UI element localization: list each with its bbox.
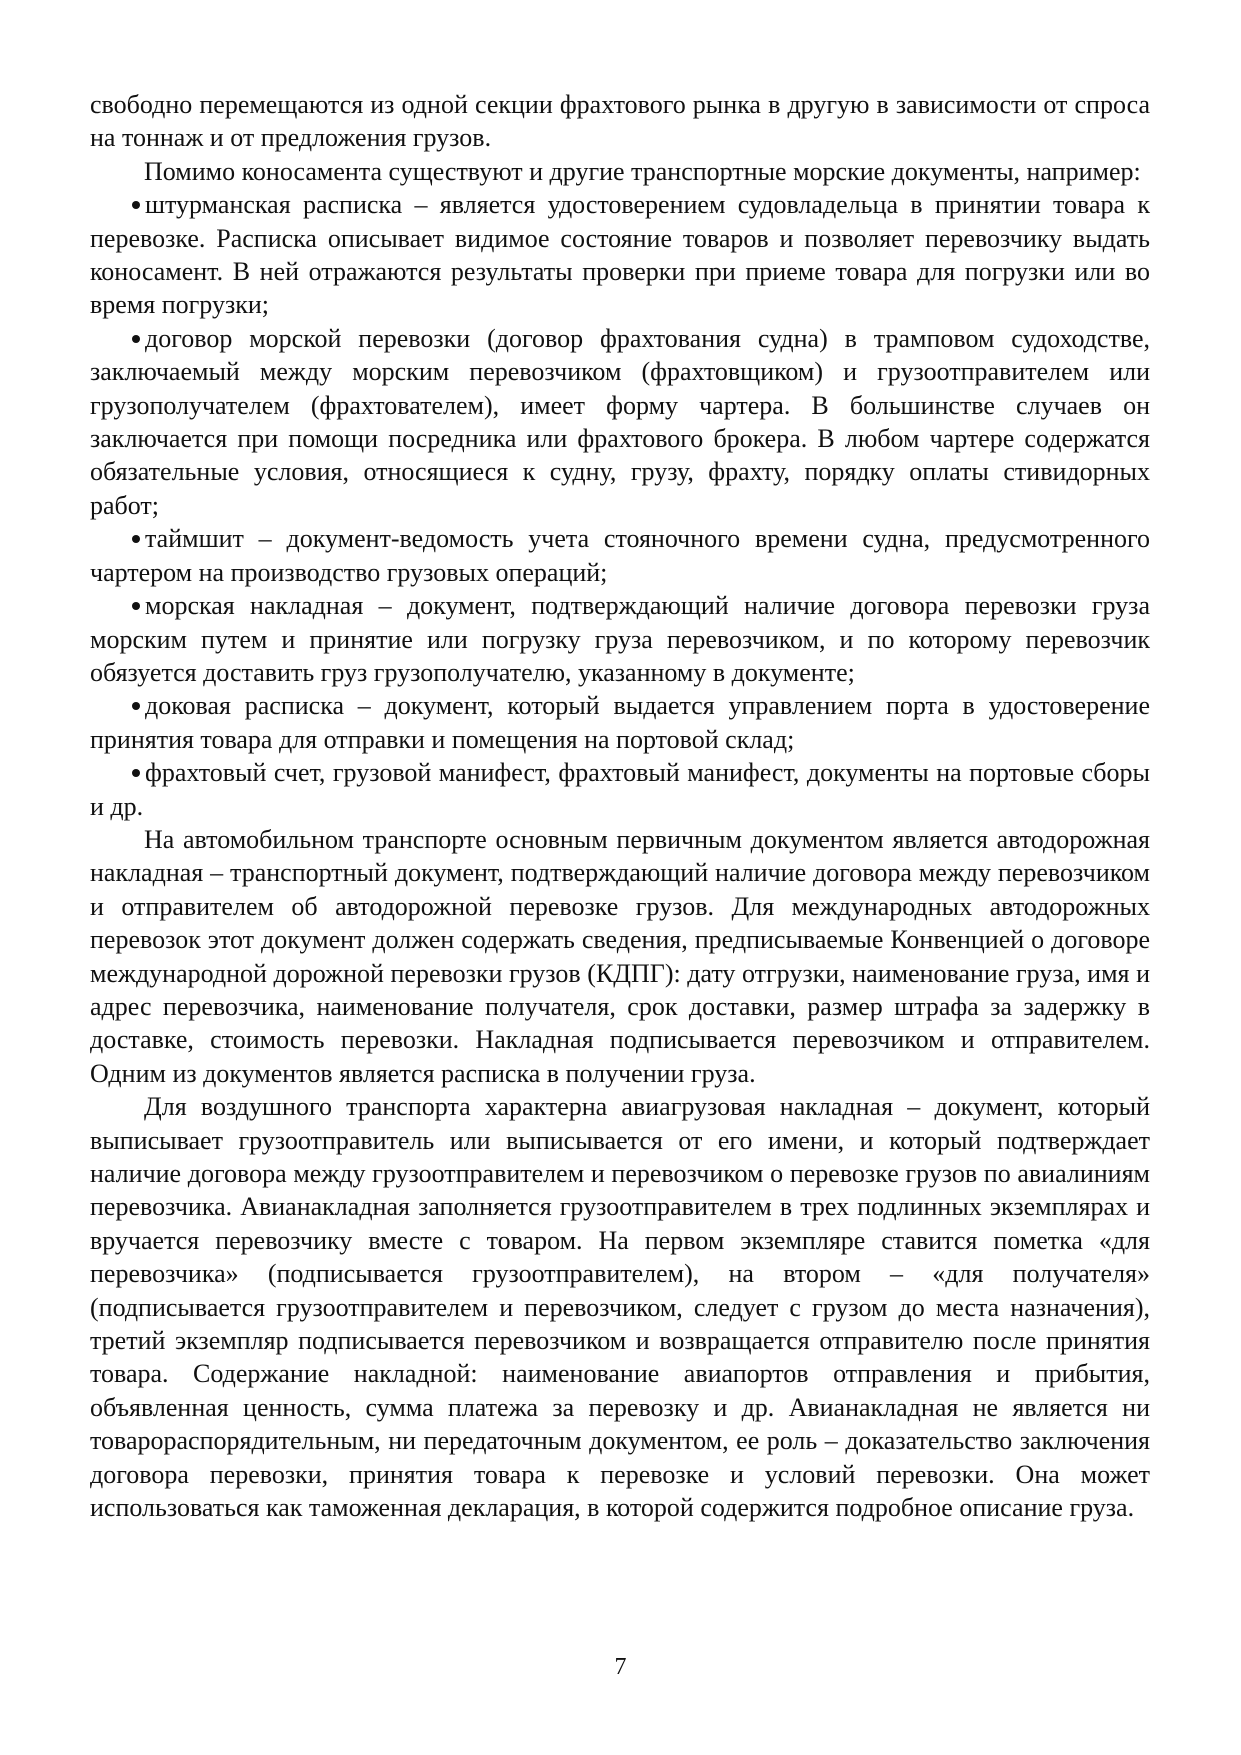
bullet-text: штурманская расписка – является удостоверением судовладельца в принятии товара к перевозке. Расписка описывает видимое состояние товаров и позволяет перевозчику выдать коносамент. В ней отражаются результаты проверки при приеме товара для погрузки или во время погрузки; [90,190,1150,320]
bullet-item-dock-receipt [90,689,1150,756]
paragraph-air-transport: Для воздушного транспорта характерна авиагрузовая накладная – документ, который выписывает грузоотправитель или выписывается от его имени, и который подтверждает наличие договора между грузоотправителем и перевозчиком о перевозке грузов по авиалиниям перевозчика. Авианакладная заполняется грузоотправителем в трех подлинных экземплярах и вручается перевозчику вместе с товаром. На первом экземпляре ставится пометка «для перевозчика» (подписывается грузоотправителем), на втором – «для получателя» (подписывается грузоотправителем и перевозчиком, следует с грузом до места назначения), третий экземпляр подписывается перевозчиком и возвращается отправителю после принятия товара. Содержание накладной: наименование авиапортов отправления и прибытия, объявленная ценность, сумма платежа за перевозку и др. Авианакладная не является ни товарораспорядительным, ни передаточным документом, ее роль – доказательство заключения договора перевозки, принятия товара к перевозке и условий перевозки. Она может использоваться как таможенная декларация, в которой содержится подробное описание груза. [90,1092,1150,1523]
bullet-icon [132,702,140,710]
bullet-icon [132,535,140,543]
bullet-item-sea-waybill [90,589,1150,689]
bullet-icon [132,201,140,209]
bullet-icon [132,335,140,343]
bullet-text: договор морской перевозки (договор фрахтования судна) в трамповом судоходстве, заключаемый между морским перевозчиком (фрахтовщиком) и грузоотправителем или грузополучателем (фрахтователем), имеет форму чартера. В большинстве случаев он заключается при помощи посредника или фрахтового брокера. В любом чартере содержатся обязательные условия, относящиеся к судну, грузу, фрахту, порядку оплаты стивидорных работ; [90,323,1150,520]
bullet-item-timesheet [90,522,1150,589]
bullet-text: таймшит – документ-ведомость учета стояночного времени судна, предусмотренного чартером на производство грузовых операций; [90,524,1150,587]
document-page [90,88,1150,1524]
page-number: 7 [614,1654,627,1680]
bullet-text: фрахтовый счет, грузовой манифест, фрахтовый манифест, документы на портовые сборы и др. [90,758,1150,821]
bullet-item-freight-documents [90,756,1150,823]
bullet-icon [132,602,140,610]
paragraph-intro-other-documents: Помимо коносамента существуют и другие транспортные морские документы, например: [144,156,1141,186]
bullet-item-mate-receipt [90,188,1150,322]
bullet-icon [132,769,140,777]
paragraph-road-transport: На автомобильном транспорте основным первичным документом является автодорожная накладная – транспортный документ, подтверждающий наличие договора между перевозчиком и отправителем об автодорожной перевозке грузов. Для международных автодорожных перевозок этот документ должен содержать сведения, предписываемые Конвенцией о договоре международной дорожной перевозки грузов (КДПГ): дату отгрузки, наименование груза, имя и адрес перевозчика, наименование получателя, срок доставки, размер штрафа за задержку в доставке, стоимость перевозки. Накладная подписывается перевозчиком и отправителем. Одним из документов является расписка в получении груза. [90,824,1150,1088]
bullet-text: морская накладная – документ, подтверждающий наличие договора перевозки груза морским путем и принятие или погрузку груза перевозчиком, и по которому перевозчик обязуется доставить груз грузополучателю, указанному в документе; [90,591,1150,687]
bullet-text: доковая расписка – документ, который выдается управлением порта в удостоверение принятия товара для отправки и помещения на портовой склад; [90,691,1150,754]
bullet-item-charter [90,322,1150,522]
paragraph-continuation: свободно перемещаются из одной секции фрахтового рынка в другую в зависимости от спроса на тоннаж и от предложения грузов. [90,90,1150,153]
